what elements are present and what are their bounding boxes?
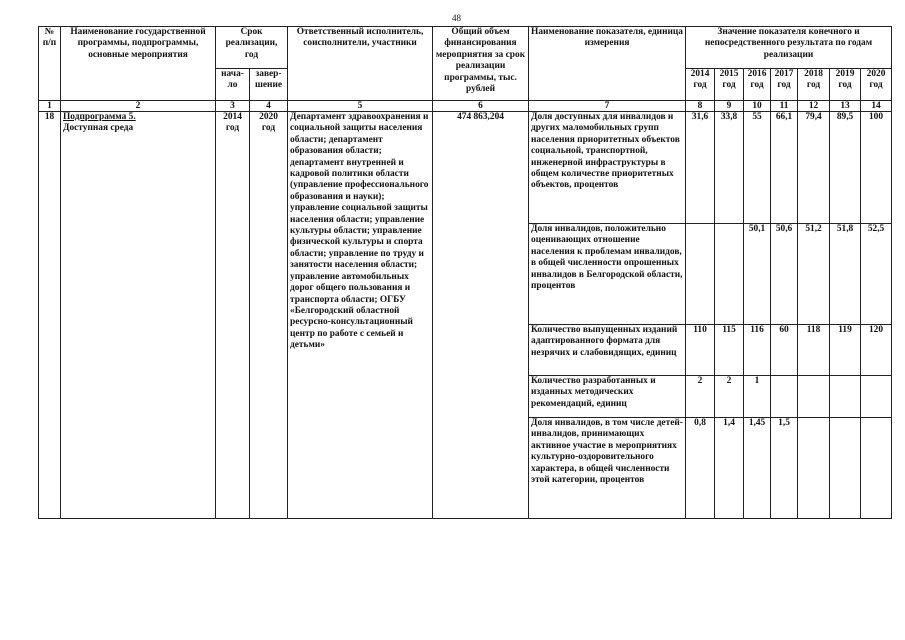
column-number: 14 (861, 101, 892, 112)
header-year: 2018 год (798, 69, 830, 101)
subprogram-title: Подпрограмма 5. (63, 112, 136, 122)
responsible-executors: Департамент здравоохранения и социальной защиты населения области; департамент образования области; департамент внутренней и кадровой политики области (управление профессионального образования и науки); управление социальной защиты населения области; управление культуры области; управление физической культуры и спорта области; управление по труду и занятости населения области; управление автомобильных дорог общего пользования и транспорта области; ОГБУ «Белгородский областной ресурсно-консультационный центр по работе с семьей и детьми» (288, 112, 433, 519)
indicator-value (771, 376, 798, 418)
header-year: 2014 год (686, 69, 715, 101)
header-year: 2016 год (744, 69, 771, 101)
header-term: Срок реализации, год (216, 27, 288, 69)
indicator-value (861, 418, 892, 519)
header-year: 2020 год (861, 69, 892, 101)
indicator-value: 0,8 (686, 418, 715, 519)
column-number: 5 (288, 101, 433, 112)
indicator-value: 50,1 (744, 224, 771, 325)
indicator-value: 116 (744, 325, 771, 376)
column-number: 6 (433, 101, 529, 112)
indicator-value: 119 (830, 325, 861, 376)
indicator-value: 110 (686, 325, 715, 376)
column-number: 3 (216, 101, 250, 112)
header-values: Значение показателя конечного и непосредственного результата по годам реализации (686, 27, 892, 69)
column-number: 4 (250, 101, 288, 112)
indicator-value: 66,1 (771, 112, 798, 224)
indicator-value: 115 (715, 325, 744, 376)
indicator-value: 1 (744, 376, 771, 418)
column-number: 7 (529, 101, 686, 112)
column-number: 1 (39, 101, 61, 112)
column-number: 10 (744, 101, 771, 112)
indicator-value: 120 (861, 325, 892, 376)
header-responsible: Ответственный исполнитель, соисполнители, участники (288, 27, 433, 101)
page-number: 48 (452, 13, 461, 23)
subprogram-name (61, 112, 216, 519)
header-year: 2017 год (771, 69, 798, 101)
header-funding: Общий объем финансирования мероприятия за срок реализации программы, тыс. рублей (433, 27, 529, 101)
subprogram-subtitle: Доступная среда (63, 123, 134, 134)
start-year: 2014 год (216, 112, 250, 519)
indicator-value (830, 376, 861, 418)
header-year: 2019 год (830, 69, 861, 101)
indicator-value (798, 418, 830, 519)
indicator-value: 100 (861, 112, 892, 224)
indicator-value: 2 (686, 376, 715, 418)
indicator-name: Количество выпущенных изданий адаптированного формата для незрячих и слабовидящих, единиц (529, 325, 686, 376)
header-num: № п/п (39, 27, 61, 101)
indicator-name: Доля доступных для инвалидов и других маломобильных групп населения приоритетных объектов социальной, транспортной, инженерной инфраструктуры в общем количестве приоритетных объектов, процентов (529, 112, 686, 224)
indicator-value: 60 (771, 325, 798, 376)
indicator-value: 79,4 (798, 112, 830, 224)
indicator-value: 1,45 (744, 418, 771, 519)
indicator-name: Доля инвалидов, в том числе детей-инвалидов, принимающих активное участие в мероприятиях культурно-оздоровительного характера, в общей численности этой категории, процентов (529, 418, 686, 519)
column-number-row (39, 101, 892, 112)
indicator-value: 33,8 (715, 112, 744, 224)
indicator-name: Доля инвалидов, положительно оценивающих отношение населения к проблемам инвалидов, в общей численности опрошенных инвалидов в Белгородской области, процентов (529, 224, 686, 325)
indicator-value (830, 418, 861, 519)
column-number: 11 (771, 101, 798, 112)
indicator-value: 50,6 (771, 224, 798, 325)
indicator-value: 51,2 (798, 224, 830, 325)
indicator-value: 51,8 (830, 224, 861, 325)
indicator-value: 52,5 (861, 224, 892, 325)
table-row (39, 112, 892, 224)
column-number: 2 (61, 101, 216, 112)
column-number: 8 (686, 101, 715, 112)
indicator-value (686, 224, 715, 325)
end-year: 2020 год (250, 112, 288, 519)
indicator-value: 1,4 (715, 418, 744, 519)
indicator-value: 2 (715, 376, 744, 418)
column-number: 9 (715, 101, 744, 112)
indicator-value (798, 376, 830, 418)
indicator-value: 89,5 (830, 112, 861, 224)
header-year: 2015 год (715, 69, 744, 101)
indicator-value: 55 (744, 112, 771, 224)
total-funding: 474 863,204 (433, 112, 529, 519)
header-end: завер-шение (250, 69, 288, 101)
header-start: нача-ло (216, 69, 250, 101)
header-indicator: Наименование показателя, единица измерения (529, 27, 686, 101)
indicator-value (715, 224, 744, 325)
indicator-value: 118 (798, 325, 830, 376)
indicator-value: 1,5 (771, 418, 798, 519)
column-number: 12 (798, 101, 830, 112)
indicator-name: Количество разработанных и изданных методических рекомендаций, единиц (529, 376, 686, 418)
program-table (38, 26, 892, 519)
indicator-value: 31,6 (686, 112, 715, 224)
row-number: 18 (39, 112, 61, 519)
header-name: Наименование государственной программы, подпрограммы, основные мероприятия (61, 27, 216, 101)
indicator-value (861, 376, 892, 418)
column-number: 13 (830, 101, 861, 112)
